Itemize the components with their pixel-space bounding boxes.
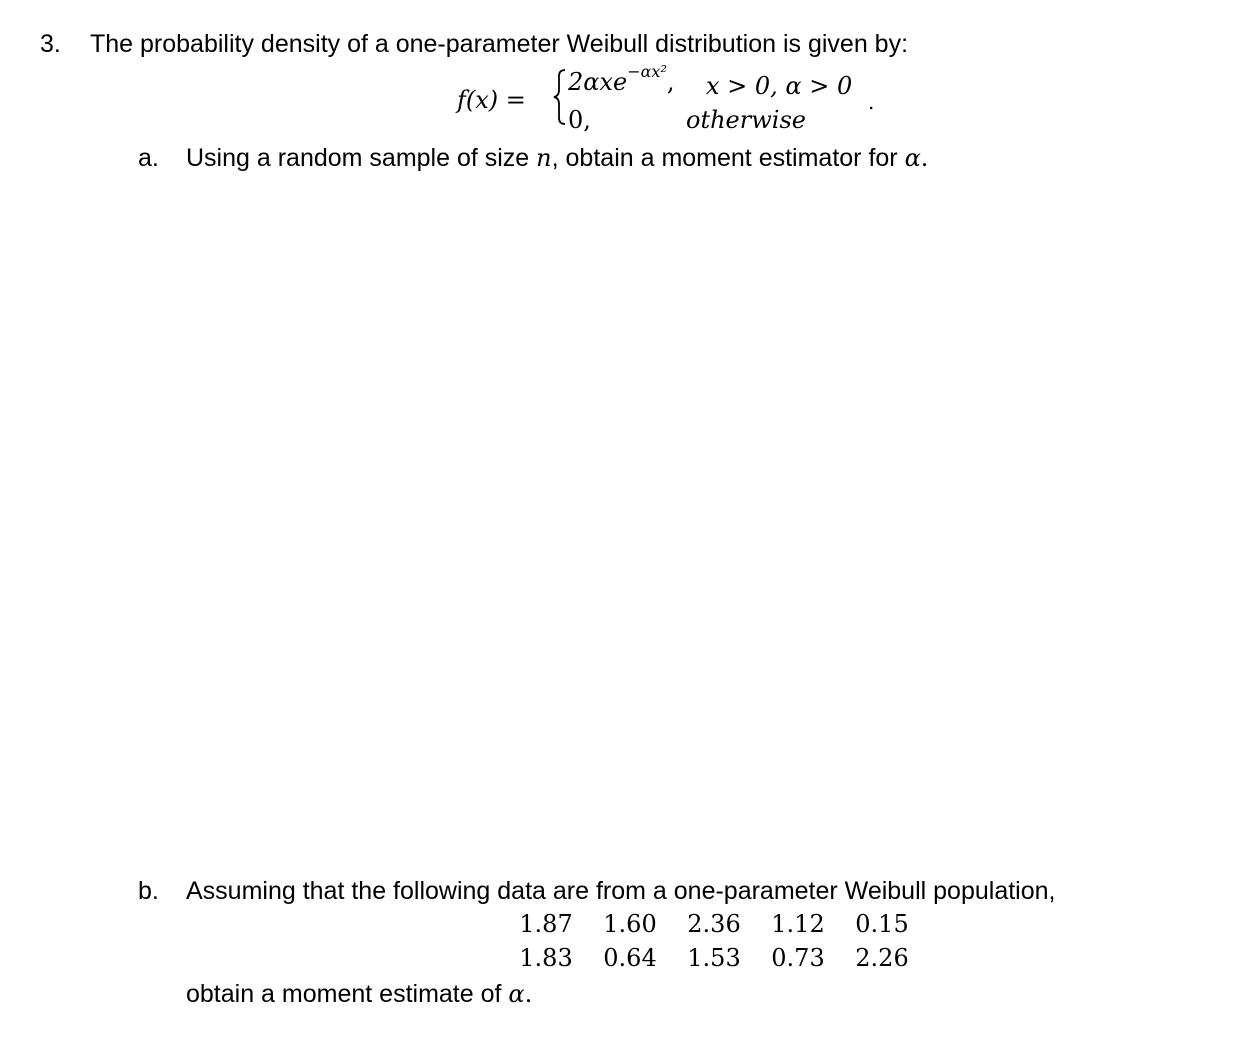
part-b-var-alpha: α <box>508 980 525 1008</box>
part-a-text-after: , obtain a moment estimator for <box>551 144 905 172</box>
formula-case1-expression <box>568 62 675 96</box>
data-cell: 2.36 <box>687 910 741 938</box>
question-number: 3. <box>40 30 61 58</box>
formula-brace <box>553 68 567 126</box>
formula-case1-condition: x > 0, α > 0 <box>706 72 853 100</box>
part-b-closing-text: obtain a moment estimate of <box>186 980 509 1008</box>
question-text: The probability density of a one-parameter Weibull distribution is given by: <box>90 30 909 58</box>
formula-case2-value: 0, <box>568 106 591 134</box>
data-cell: 1.12 <box>771 910 825 938</box>
part-a-label: a. <box>138 144 159 172</box>
part-b-text: Assuming that the following data are from a one-parameter Weibull population, <box>186 877 1056 905</box>
formula-case2-condition: otherwise <box>686 106 806 134</box>
data-cell: 1.83 <box>519 944 573 972</box>
formula-lhs-text: f(x) = <box>457 86 526 114</box>
part-a-var-n: n <box>536 144 552 172</box>
part-a-end: . <box>920 144 929 172</box>
data-cell: 0.73 <box>771 944 825 972</box>
part-b-closing <box>186 980 532 1009</box>
data-cell: 1.60 <box>603 910 657 938</box>
part-a-text <box>186 144 928 173</box>
part-b-label: b. <box>138 877 159 905</box>
part-a-text-before: Using a random sample of size <box>186 144 537 172</box>
data-cell: 0.64 <box>603 944 657 972</box>
part-a-var-alpha: α <box>904 144 921 172</box>
data-cell: 1.87 <box>519 910 573 938</box>
data-cell: 0.15 <box>855 910 909 938</box>
data-cell: 2.26 <box>855 944 909 972</box>
case1-separator: , <box>666 68 675 96</box>
case1-coefficient: 2αxe <box>568 68 628 96</box>
part-b-closing-end: . <box>524 980 533 1008</box>
data-cell: 1.53 <box>687 944 741 972</box>
case1-exponent: −αx² <box>627 62 667 81</box>
formula-period: . <box>868 90 875 114</box>
formula-lhs <box>457 86 526 114</box>
